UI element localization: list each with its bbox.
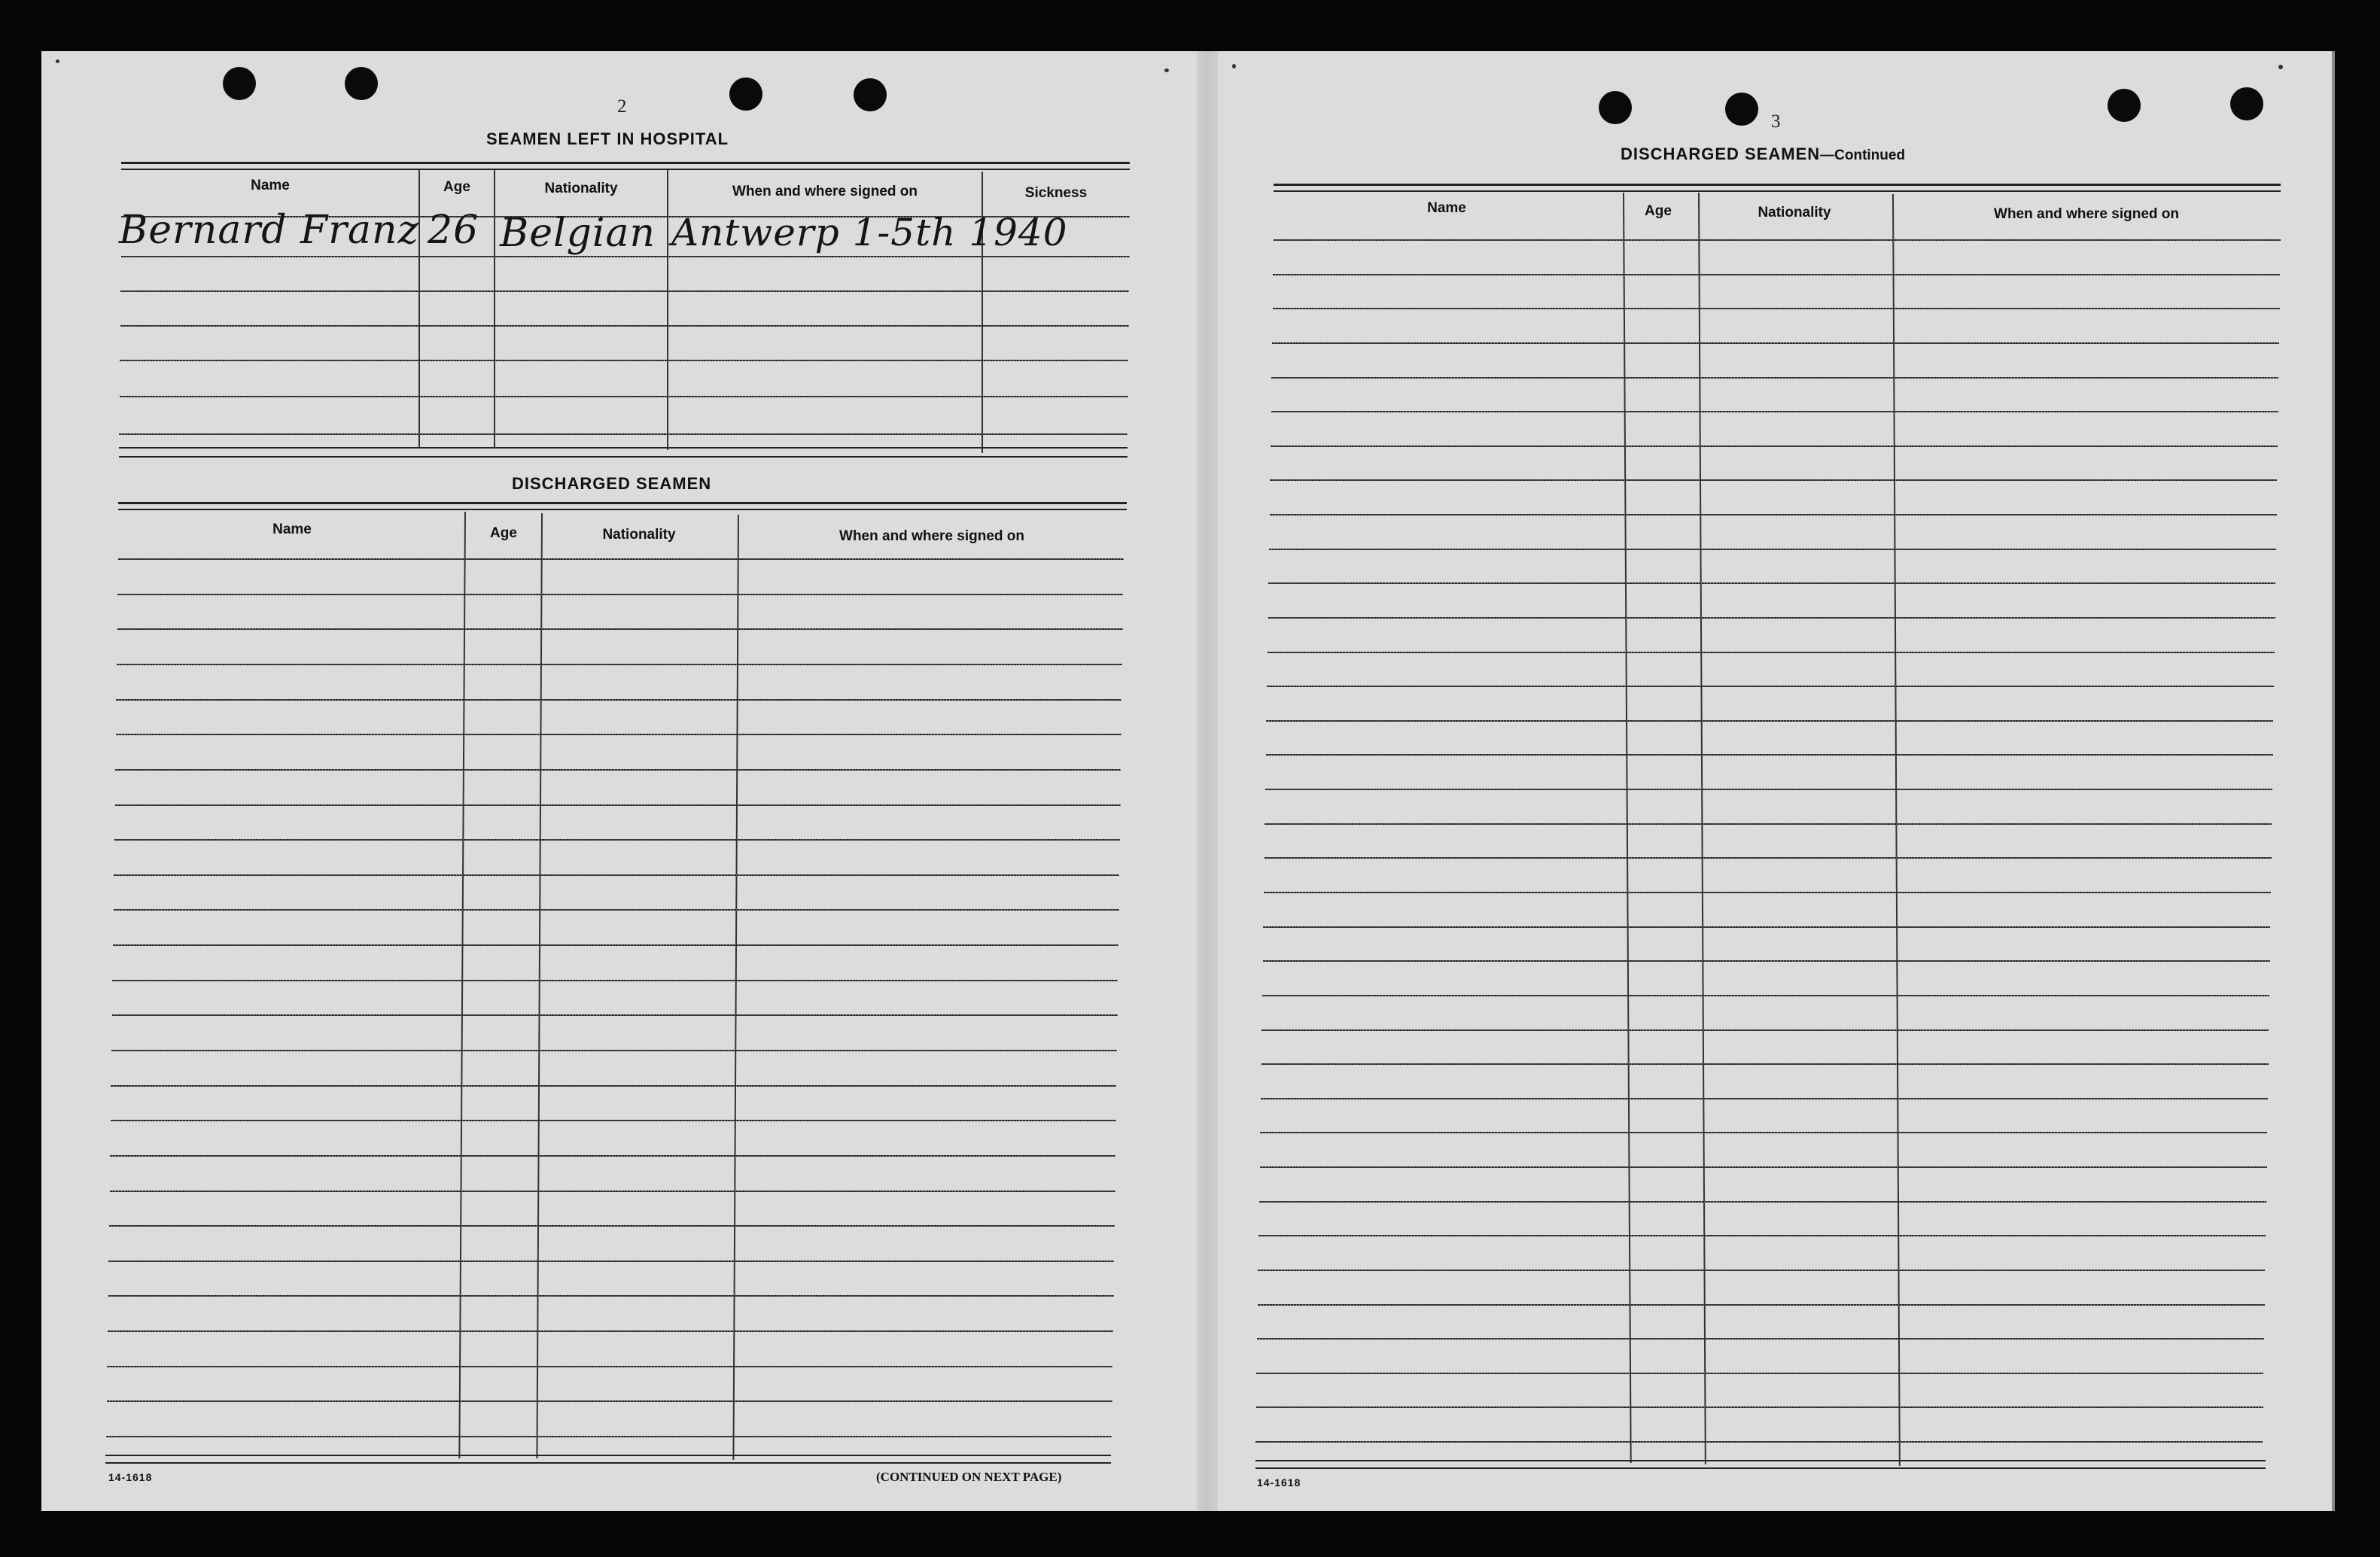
column-divider (667, 170, 668, 450)
row-rule (115, 769, 1121, 771)
row-rule (1271, 377, 2278, 379)
row-rule (1266, 720, 2273, 722)
row-rule (106, 1436, 1112, 1437)
row-rule (109, 1225, 1115, 1227)
column-header-signed-on: When and where signed on (839, 528, 1024, 544)
row-rule (1268, 652, 2275, 653)
handwritten-name: Bernard Franz (119, 208, 419, 253)
row-rule (110, 1155, 1115, 1157)
row-rule (1262, 995, 2269, 996)
row-rule (1260, 1132, 2267, 1133)
page-number: 2 (617, 96, 627, 117)
row-rule (1256, 1406, 2263, 1408)
row-rule (1264, 892, 2271, 893)
row-rule (1265, 789, 2272, 790)
table-top-rule (121, 162, 1130, 164)
row-rule (111, 1120, 1116, 1121)
handwritten-signed-on: Antwerp 1-5th 1940 (671, 211, 1068, 254)
row-rule (1272, 342, 2279, 344)
row-rule (120, 325, 1129, 327)
punch-hole (345, 67, 378, 100)
section-title-main: DISCHARGED SEAMEN (1621, 144, 1821, 163)
section-title-suffix: —Continued (1820, 147, 1906, 163)
row-rule (1269, 549, 2276, 550)
row-rule (112, 1014, 1118, 1016)
row-rule (1256, 1373, 2263, 1374)
column-header-name: Name (272, 522, 312, 537)
row-rule (1257, 1338, 2264, 1340)
row-rule (1273, 308, 2280, 309)
column-header-name: Name (251, 178, 290, 193)
section-title-discharged-continued (1621, 144, 1905, 164)
section-title-discharged: DISCHARGED SEAMEN (512, 474, 712, 493)
row-rule (119, 433, 1128, 435)
row-rule (1255, 1441, 2263, 1443)
document-sheet (41, 51, 2333, 1511)
speck (2278, 65, 2283, 69)
row-rule (114, 909, 1119, 911)
table-top-rule (118, 502, 1127, 504)
row-rule (1262, 1063, 2269, 1065)
row-rule (1270, 514, 2277, 515)
row-rule (116, 734, 1122, 735)
column-header-name: Name (1427, 200, 1466, 216)
row-rule (1274, 239, 2281, 241)
continued-note: (CONTINUED ON NEXT PAGE) (876, 1470, 1062, 1484)
punch-hole (2230, 87, 2263, 120)
row-rule (1270, 479, 2277, 481)
row-rule (117, 628, 1123, 630)
table-bottom-rule (1255, 1467, 2266, 1469)
handwritten-nationality: Belgian (500, 211, 656, 256)
row-rule (108, 1295, 1114, 1297)
row-rule (1265, 823, 2272, 825)
punch-hole (1725, 93, 1758, 126)
row-rule (1263, 926, 2270, 928)
column-divider (494, 170, 495, 449)
row-rule (114, 839, 1120, 841)
row-rule (1258, 1304, 2265, 1306)
row-rule (1260, 1166, 2267, 1168)
table-bottom-rule (119, 456, 1128, 458)
table-bottom-rule (1255, 1460, 2266, 1461)
column-header-age: Age (490, 525, 517, 541)
speck (1164, 68, 1169, 72)
row-rule (1266, 754, 2273, 756)
row-rule (120, 290, 1129, 292)
punch-hole (854, 78, 887, 111)
row-rule (114, 874, 1119, 876)
row-rule (108, 1330, 1113, 1332)
form-number: 14-1618 (108, 1471, 153, 1483)
row-rule (117, 594, 1123, 595)
speck (1232, 64, 1236, 68)
row-rule (108, 1261, 1114, 1262)
row-rule (1271, 411, 2278, 412)
table-bottom-rule (119, 447, 1128, 449)
row-rule (120, 396, 1128, 397)
column-header-signed-on: When and where signed on (1994, 206, 2179, 222)
row-rule (1258, 1235, 2266, 1236)
row-rule (111, 1050, 1117, 1051)
page-number: 3 (1771, 111, 1781, 132)
table-top-rule (1274, 190, 2281, 192)
row-rule (115, 804, 1121, 806)
row-rule (1259, 1201, 2266, 1203)
page-gutter (1197, 51, 1218, 1511)
punch-hole (1599, 91, 1632, 124)
punch-hole (729, 78, 762, 111)
row-rule (1268, 617, 2275, 619)
speck (56, 59, 59, 63)
row-rule (1267, 686, 2274, 687)
column-header-signed-on: When and where signed on (732, 184, 918, 199)
row-rule (107, 1400, 1112, 1402)
row-rule (1261, 1098, 2268, 1099)
table-bottom-rule (105, 1462, 1111, 1464)
row-rule (110, 1191, 1115, 1192)
column-header-sickness: Sickness (1024, 185, 1088, 201)
section-title-hospital: SEAMEN LEFT IN HOSPITAL (486, 129, 729, 148)
row-rule (116, 699, 1122, 701)
row-rule (1263, 960, 2270, 962)
table-top-rule (1274, 184, 2281, 186)
column-header-nationality: Nationality (544, 181, 618, 196)
column-header-nationality: Nationality (602, 527, 676, 543)
row-rule (1268, 582, 2275, 584)
table-top-rule (121, 169, 1130, 170)
form-number: 14-1618 (1257, 1476, 1301, 1489)
sheet-edge (2332, 51, 2335, 1511)
handwritten-age: 26 (428, 208, 479, 253)
column-header-age: Age (1645, 203, 1672, 219)
row-rule (1265, 857, 2272, 859)
row-rule (1258, 1270, 2265, 1271)
row-rule (1262, 1029, 2269, 1031)
row-rule (1273, 274, 2280, 275)
row-rule (121, 256, 1130, 257)
table-bottom-rule (105, 1455, 1111, 1456)
row-rule (117, 664, 1122, 665)
row-rule (1271, 446, 2278, 447)
row-rule (111, 1085, 1116, 1087)
row-rule (113, 944, 1118, 946)
punch-hole (223, 67, 256, 100)
row-rule (120, 360, 1128, 361)
table-top-rule (118, 509, 1127, 510)
row-rule (112, 980, 1118, 981)
column-header-age: Age (443, 179, 470, 195)
column-header-nationality: Nationality (1758, 205, 1831, 220)
row-rule (118, 558, 1124, 560)
punch-hole (2108, 89, 2141, 122)
row-rule (107, 1366, 1112, 1367)
